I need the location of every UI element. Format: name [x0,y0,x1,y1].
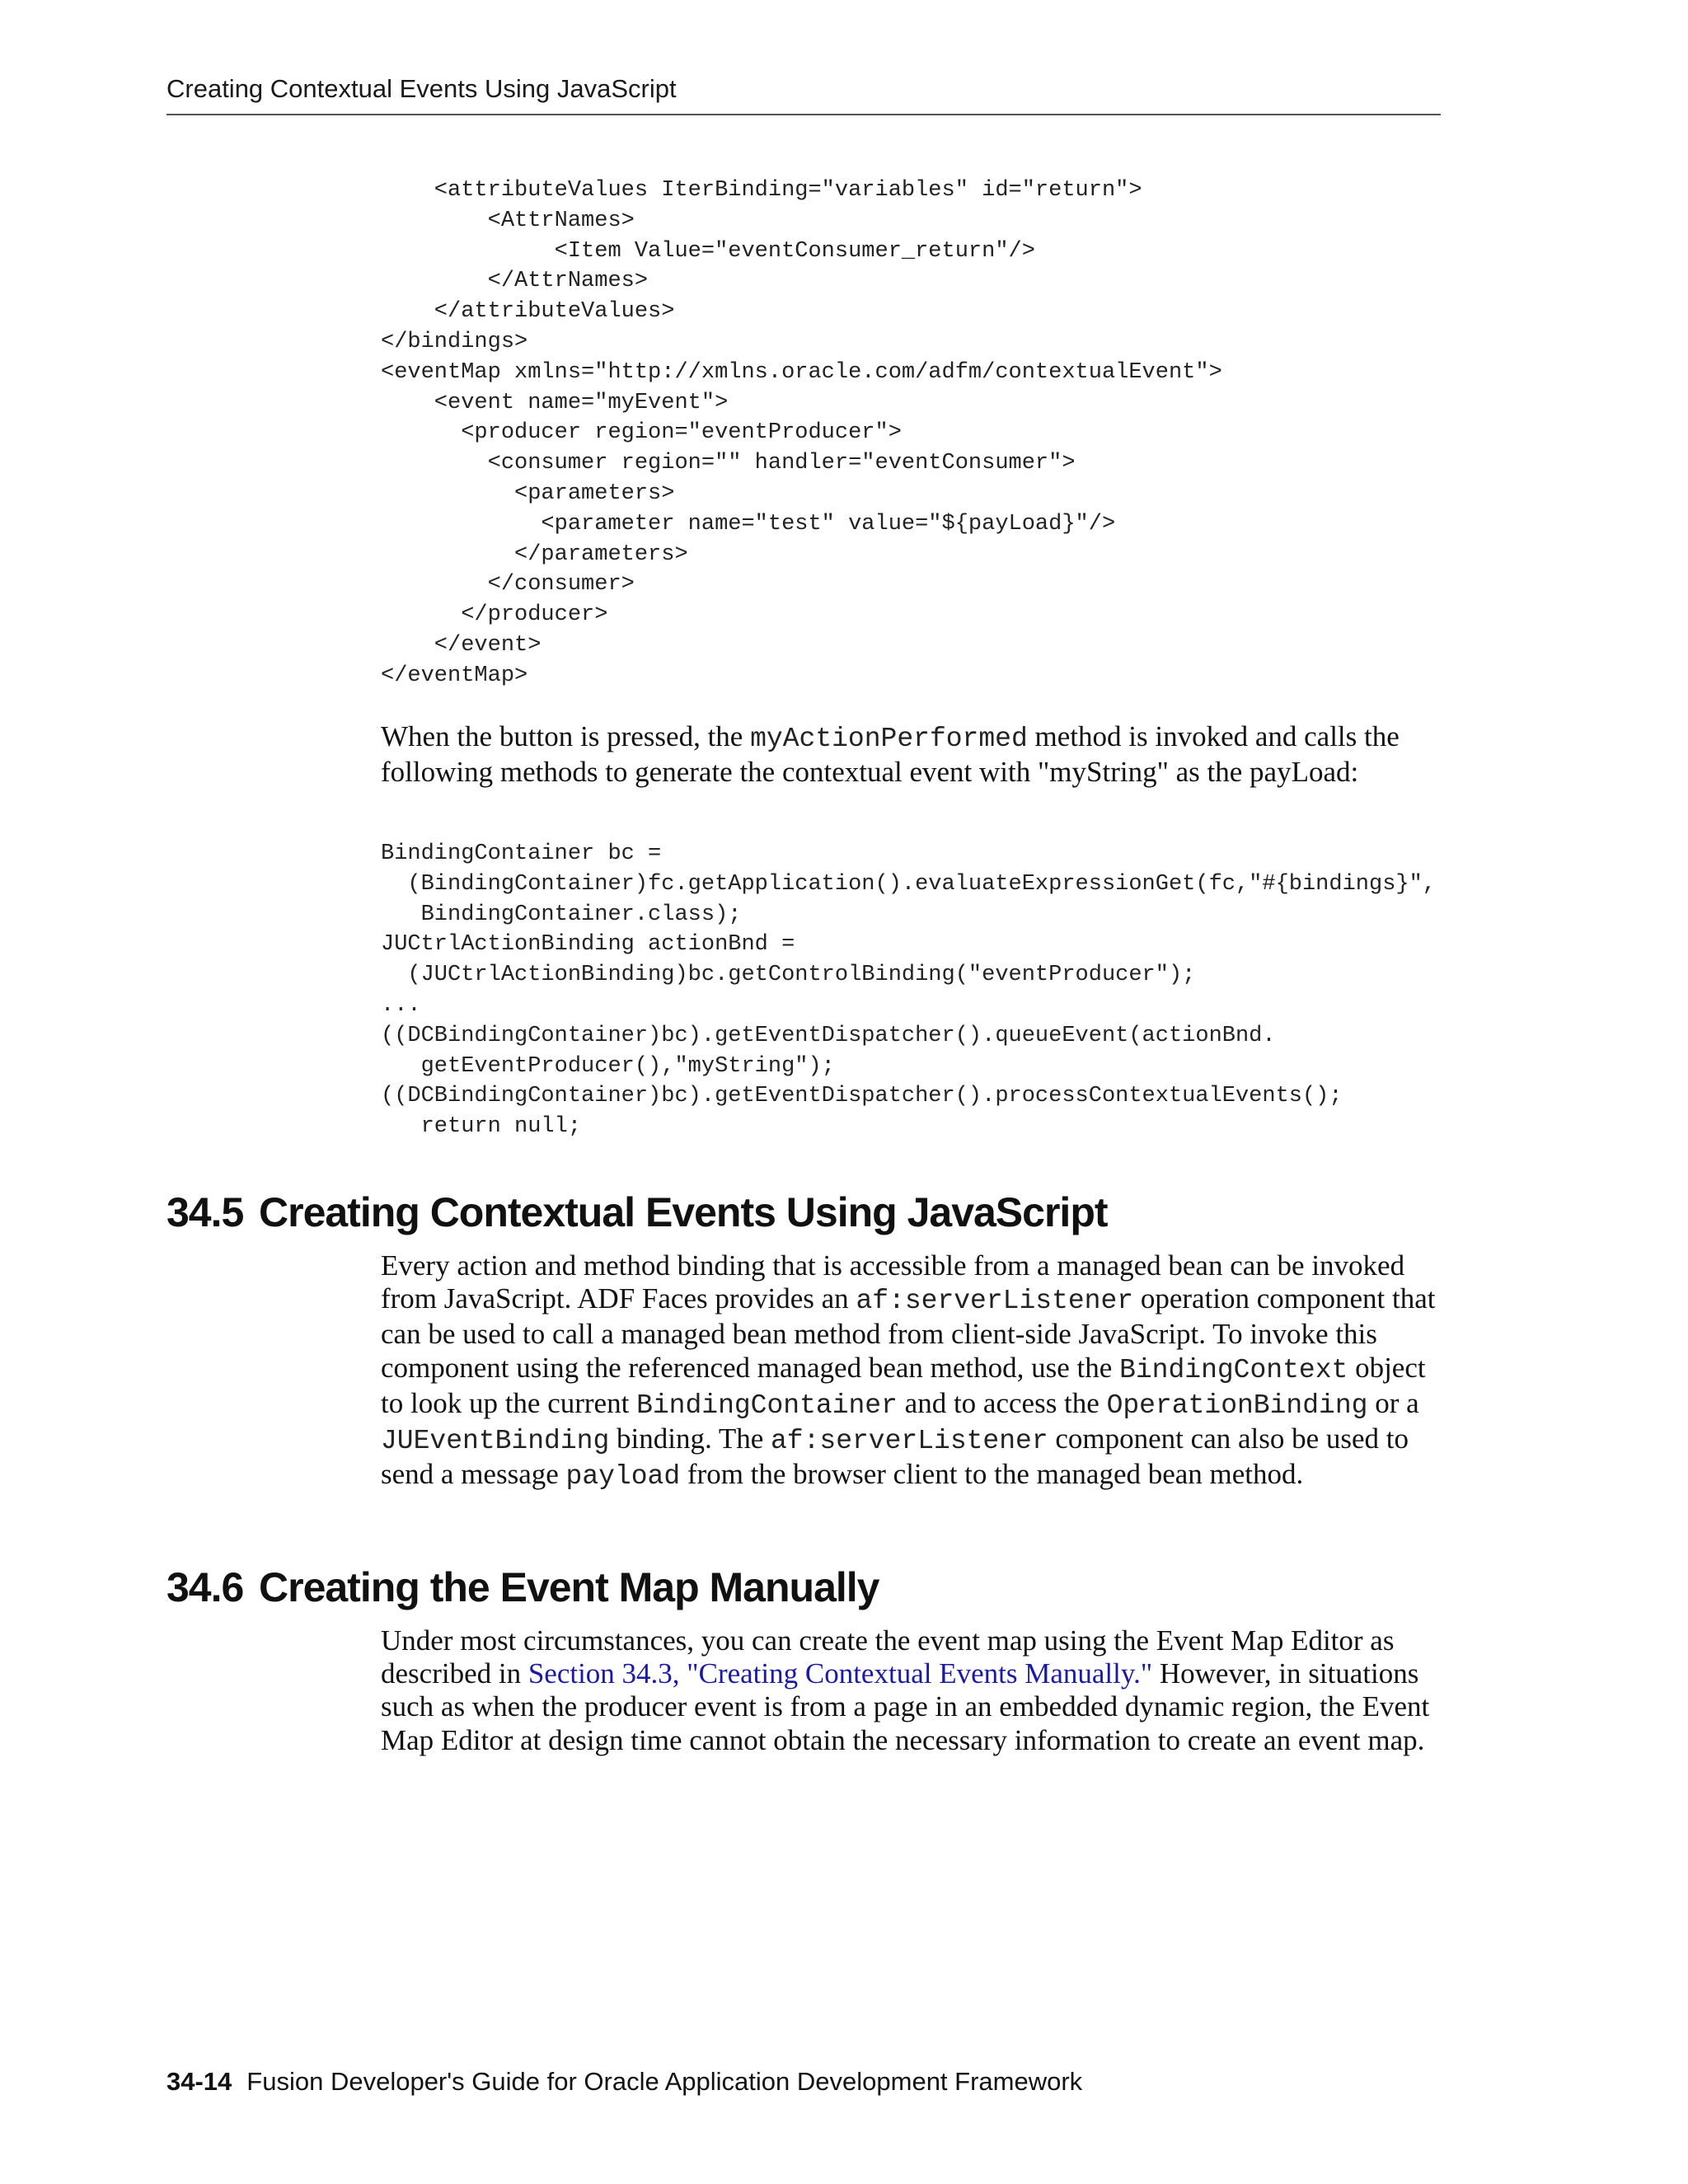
section-heading-34-6 [166,1563,879,1611]
code-block-java [381,839,1436,1142]
code-inline: BindingContext [1119,1354,1348,1385]
code-line: <Item Value="eventConsumer_return"/> [381,238,1035,264]
text-run: and to access the [897,1386,1107,1419]
text-run: However, in situations such as when the producer event is from a page in an embedded dynamic region, the Event Map Editor at design time cannot obtain the necessary information to create an event map. [381,1657,1430,1756]
code-line: ... [381,992,421,1018]
section-heading-34-5 [166,1188,1108,1236]
running-header [166,74,1441,115]
text-run: method is invoked and calls the following methods to generate the contextual event with "myString" as the payLoad: [381,720,1400,789]
code-line: <parameters> [381,480,675,506]
code-line: <consumer region="" handler="eventConsumer"> [381,451,1076,476]
section-number: 34.6 [166,1564,244,1610]
code-line: </consumer> [381,572,635,598]
text-run: binding. The [609,1422,771,1455]
code-line: </producer> [381,602,608,628]
code-inline: BindingContainer [636,1390,898,1421]
page-number: 34-14 [166,2067,232,2096]
code-line: <producer region="eventProducer"> [381,420,902,446]
code-inline: myActionPerformed [750,724,1028,754]
code-inline: OperationBinding [1106,1390,1368,1421]
paragraph-button-pressed [381,720,1444,789]
code-inline: payload [565,1461,681,1493]
code-line: BindingContainer.class); [381,902,742,927]
text-run: from the browser client to the managed bean method. [680,1458,1304,1491]
code-line: </bindings> [381,329,528,354]
code-line: (BindingContainer)fc.getApplication().evaluateExpressionGet(fc,"#{bindings}", [381,871,1437,897]
code-inline: JUEventBinding [381,1426,610,1457]
code-line: JUCtrlActionBinding actionBnd = [381,932,795,958]
text-run: Every action and method binding that is accessible from a managed bean can be invoked from JavaScript. ADF Faces provides an [381,1249,1405,1315]
paragraph-event-map-manual [381,1624,1444,1757]
code-line: </eventMap> [381,663,528,688]
running-header-title: Creating Contextual Events Using JavaScript [166,74,677,103]
section-title: Creating Contextual Events Using JavaScript [259,1189,1108,1235]
code-line: <attributeValues IterBinding="variables" id="return"> [381,178,1142,203]
code-line: <AttrNames> [381,208,635,233]
text-run: operation component that can be used to call a managed bean method from client-side JavaScript. To invoke this component using the referenced managed bean method, use the [381,1282,1436,1384]
code-line: </attributeValues> [381,299,675,325]
code-inline: af:serverListener [770,1426,1048,1457]
code-inline: af:serverListener [856,1286,1134,1317]
code-block-eventmap-xml [381,176,1222,691]
code-line: ((DCBindingContainer)bc).getEventDispatcher().queueEvent(actionBnd. [381,1023,1276,1048]
code-line: </event> [381,632,542,658]
section-title: Creating the Event Map Manually [259,1564,879,1610]
code-line: (JUCtrlActionBinding)bc.getControlBinding("eventProducer"); [381,963,1196,988]
page-footer [166,2067,1082,2097]
section-number: 34.5 [166,1189,244,1235]
code-line: BindingContainer bc = [381,841,662,866]
text-run: object to look up the current [381,1351,1426,1419]
text-run: Under most circumstances, you can create the event map using the Event Map Editor as described in [381,1624,1395,1690]
text-run: When the button is pressed, the [381,720,751,752]
code-line: ((DCBindingContainer)bc).getEventDispatcher().processContextualEvents(); [381,1084,1343,1109]
code-line: <parameter name="test" value="${payLoad}"/> [381,511,1116,537]
section-34-3-link[interactable]: Section 34.3, "Creating Contextual Events Manually." [528,1657,1153,1690]
code-line: <eventMap xmlns="http://xmlns.oracle.com/adfm/contextualEvent"> [381,359,1222,385]
text-run: or a [1367,1386,1419,1419]
code-line: </AttrNames> [381,269,649,294]
code-line: return null; [381,1114,582,1140]
code-line: </parameters> [381,541,688,567]
book-title: Fusion Developer's Guide for Oracle Application Development Framework [246,2067,1083,2096]
text-run: component can also be used to send a message [381,1422,1409,1491]
paragraph-javascript-events [381,1249,1444,1493]
code-line: <event name="myEvent"> [381,390,729,415]
code-line: getEventProducer(),"myString"); [381,1053,835,1079]
